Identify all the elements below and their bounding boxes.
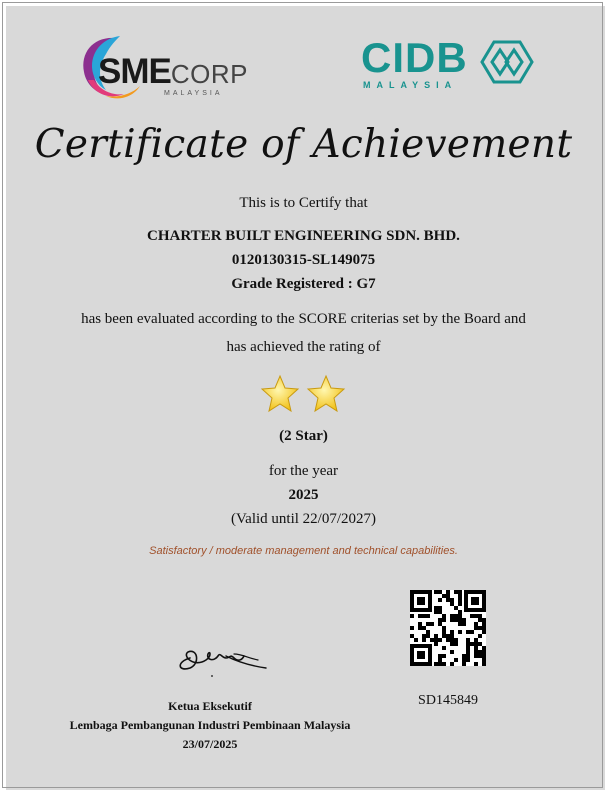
signatory-date: 23/07/2025 <box>182 737 238 751</box>
certify-text: This is to Certify that <box>239 195 368 211</box>
cidb-wordmark: CIDB <box>361 34 468 81</box>
grade-registered: Grade Registered : G7 <box>231 276 376 292</box>
signature-icon <box>172 628 272 678</box>
cidb-hexagon-icon <box>480 40 534 84</box>
certificate-year: 2025 <box>288 487 319 503</box>
cidb-logo <box>361 34 536 98</box>
validity-period: (Valid until 22/07/2027) <box>231 511 376 527</box>
evaluation-text-line2: has achieved the rating of <box>226 339 381 355</box>
star-icon <box>306 374 346 414</box>
smecorp-brand-bold: SME <box>98 52 171 91</box>
company-name: CHARTER BUILT ENGINEERING SDN. BHD. <box>147 228 460 244</box>
star-rating <box>260 374 346 416</box>
registration-number: 0120130315-SL149075 <box>231 252 376 268</box>
serial-number: SD145849 <box>418 693 478 708</box>
smecorp-wordmark <box>98 52 248 92</box>
signatory-organization: Lembaga Pembangunan Industri Pembinaan Malaysia <box>69 718 351 732</box>
rating-label: (2 Star) <box>279 428 328 444</box>
rating-remark: Satisfactory / moderate management and technical capabilities. <box>149 545 458 557</box>
smecorp-logo <box>76 32 246 102</box>
cidb-country: MALAYSIA <box>363 80 458 90</box>
qr-finder-bottom-left <box>410 644 432 666</box>
star-icon <box>260 374 300 414</box>
signatory-title: Ketua Eksekutif <box>168 699 252 713</box>
for-year-label: for the year <box>268 463 339 479</box>
qr-code[interactable] <box>400 580 496 676</box>
smecorp-country: MALAYSIA <box>164 90 223 97</box>
smecorp-brand-light: CORP <box>170 59 248 89</box>
qr-finder-top-right <box>464 590 486 612</box>
evaluation-text-line1: has been evaluated according to the SCORE criterias set by the Board and <box>81 311 526 327</box>
qr-finder-top-left <box>410 590 432 612</box>
certificate-title: Certificate of Achievement <box>34 122 573 167</box>
